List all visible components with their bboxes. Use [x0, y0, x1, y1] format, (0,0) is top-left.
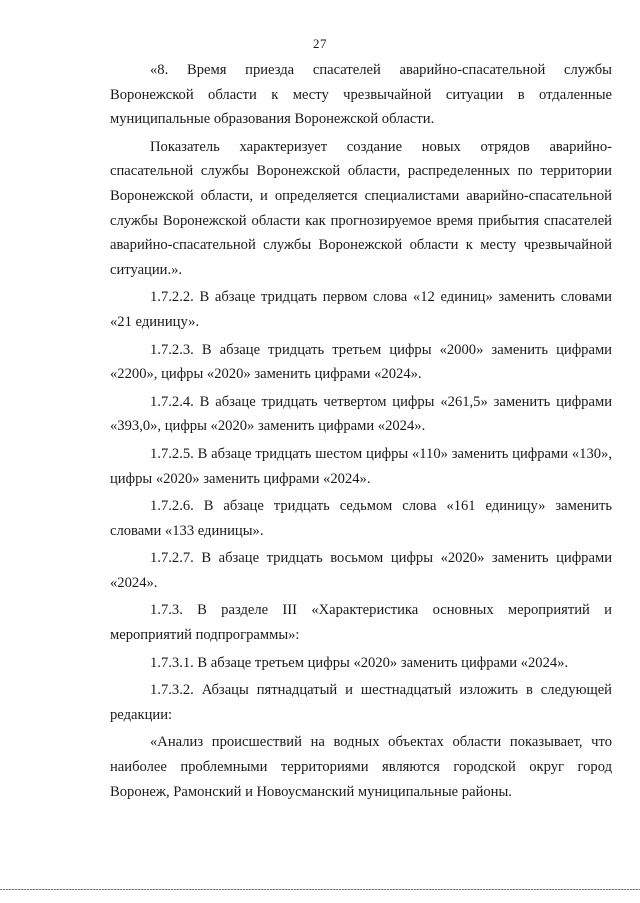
paragraph-1-7-2-6: 1.7.2.6. В абзаце тридцать седьмом слова «161 единицу» заменить словами «133 единицы». — [110, 498, 612, 539]
paragraph-water-incidents-analysis: «Анализ происшествий на водных объектах области показывает, что наиболее проблемными территориями являются городской округ город Воронеж, Рамонский и Новоусманский муниципальные районы. — [110, 734, 612, 800]
paragraph-1-7-2-4: 1.7.2.4. В абзаце тридцать четвертом цифры «261,5» заменить цифрами «393,0», цифры «2020» заменить цифрами «2024». — [110, 393, 612, 435]
paragraph-1-7-2-2: 1.7.2.2. В абзаце тридцать первом слова «12 единиц» заменить словами «21 единицу». — [110, 289, 612, 330]
page-number: 27 — [313, 36, 327, 51]
paragraph-1-7-3-2: 1.7.3.2. Абзацы пятнадцатый и шестнадцатый изложить в следующей редакции: — [110, 682, 612, 723]
paragraph-indicator-8-title: «8. Время приезда спасателей аварийно-спасательной службы Воронежской области к месту чрезвычайной ситуации в отдаленные муниципальные образования Воронежской области. — [110, 62, 612, 128]
paragraph-indicator-description: Показатель характеризует создание новых отрядов аварийно-спасательной службы Воронежской области, распределенных по территории Воронежской области, и определяется специалистами аварийно-спасательной службы Воронежской области как прогнозируемое время прибытия спасателей аварийно-спасательной службы Воронежской области к месту чрезвычайной ситуации.». — [110, 138, 612, 278]
paragraph-1-7-3: 1.7.3. В разделе III «Характеристика основных мероприятий и мероприятий подпрограммы»: — [110, 602, 612, 644]
paragraph-1-7-2-3: 1.7.2.3. В абзаце тридцать третьем цифры «2000» заменить цифрами «2200», цифры «2020» заменить цифрами «2024». — [110, 341, 612, 383]
document-body — [110, 58, 612, 804]
paragraph-1-7-2-5: 1.7.2.5. В абзаце тридцать шестом цифры «110» заменить цифрами «130», цифры «2020» заменить цифрами «2024». — [110, 445, 612, 487]
page-bottom-edge — [0, 889, 640, 890]
paragraph-1-7-2-7: 1.7.2.7. В абзаце тридцать восьмом цифры «2020» заменить цифрами «2024». — [110, 550, 612, 591]
paragraph-1-7-3-1: 1.7.3.1. В абзаце третьем цифры «2020» заменить цифрами «2024». — [150, 654, 569, 671]
